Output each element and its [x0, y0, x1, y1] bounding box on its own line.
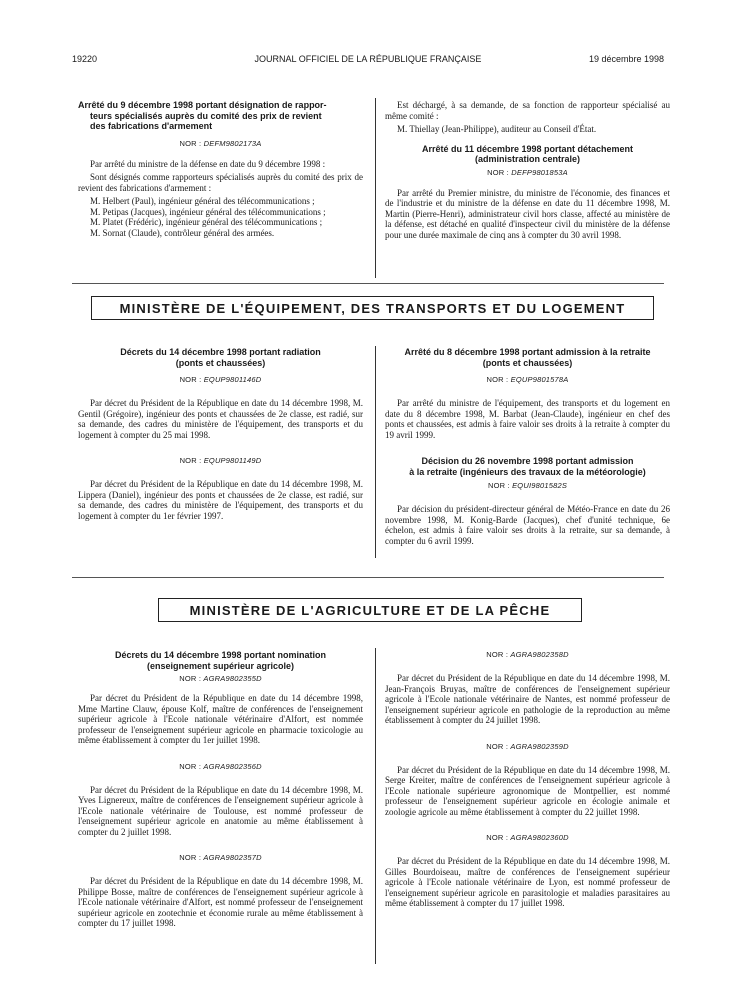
list-item: M. Helbert (Paul), ingénieur général des télécommunications ;: [90, 196, 315, 206]
nor-reference: [78, 762, 363, 771]
nor-code: AGRA9802360D: [510, 833, 569, 842]
paragraph: Sont désignés comme rapporteurs spécialisés auprès du comité des prix de revient des fabrications d'armement :: [78, 172, 363, 193]
column-divider: [375, 346, 376, 558]
ministry-banner: MINISTÈRE DE L'ÉQUIPEMENT, DES TRANSPORTS ET DU LOGEMENT: [91, 296, 654, 320]
nor-label: NOR :: [179, 674, 202, 683]
nor-code: AGRA9802358D: [510, 650, 569, 659]
paragraph: Par décret du Président de la République en date du 14 décembre 1998, M. Lippera (Daniel), ingénieur des ponts et chaussées de 2e classe, est radié, sur sa demande, des cadres du ministère de l'équipement, des transports et du logement à compter du 1er février 1997.: [78, 479, 363, 521]
nor-code: DEFP9801853A: [511, 167, 568, 177]
column-divider: [375, 648, 376, 964]
column-divider: [375, 98, 376, 278]
list-item: M. Sornat (Claude), contrôleur général des armées.: [90, 227, 275, 238]
nor-label: NOR :: [487, 167, 509, 177]
page-header: [72, 54, 664, 66]
nor-reference: [78, 456, 363, 465]
paragraph: Par décret du Président de la République en date du 14 décembre 1998, Mme Martine Clauw, épouse Kolf, maître de conférences de l'enseignement supérieur agricole à l'Ecole nationale vétérinaire d'Alfort, est nommée professeur de l'enseignement supérieur agricole en pharmacie toxicologie au même établissement à compter du 1er juillet 1998.: [78, 693, 363, 745]
nor-code: AGRA9802359D: [510, 741, 569, 751]
nor-code: AGRA9802356D: [203, 761, 262, 771]
nor-reference: [385, 742, 670, 751]
section2-right-column: [385, 347, 670, 546]
title-line: Décision du 26 novembre 1998 portant admission: [421, 456, 634, 466]
list-item: M. Petipas (Jacques), ingénieur général des télécommunications ;: [90, 206, 326, 217]
paragraph: Par arrêté du ministre de l'équipement, des transports et du logement en date du 8 décembre 1998, M. Barbat (Jean-Claude), ingénieur en chef des ponts et chaussées, est admis à faire valoir ses droits à la retraite à compter du 19 avril 1999.: [385, 398, 670, 440]
nor-label: NOR :: [486, 650, 509, 659]
title-line: des fabrications d'armement: [90, 121, 213, 131]
title-line: (ponts et chaussées): [175, 357, 266, 368]
nor-code: DEFM9802173A: [203, 138, 262, 148]
nor-code: EQUP9801578A: [510, 375, 569, 384]
nor-reference: [385, 833, 670, 842]
article-title: [385, 144, 670, 165]
nor-label: NOR :: [486, 741, 509, 751]
paragraph: Par décision du président-directeur général de Météo-France en date du 26 novembre 1998, M. Konig-Barde (Jacques), chef d'unité technique, 6e échelon, est admis à faire valoir ses droits à la retraite, sur sa demande, à compter du 6 avril 1999.: [385, 504, 670, 546]
list-item: M. Platet (Frédéric), ingénieur général des télécommunications ;: [90, 217, 323, 227]
nor-reference: [78, 674, 363, 683]
paragraph: Par décret du Président de la République en date du 14 décembre 1998, M. Serge Kreiter, maître de conférences de l'enseignement supérieur agricole à l'Ecole nationale supérieure agronomique de Montpellier, est nommé professeur de l'enseignement supérieur agricole en écologie animale et zoologie agricole au même établissement à compter du 22 juillet 1998.: [385, 764, 670, 817]
nor-code: EQUP9801149D: [203, 456, 262, 465]
nor-reference: [78, 139, 363, 148]
article-title: [78, 650, 363, 671]
section1-left-column: [78, 100, 363, 238]
section-rule: [72, 577, 664, 578]
nor-reference: [78, 375, 363, 384]
paragraph: Par arrêté du Premier ministre, du ministre de l'économie, des finances et de l'industrie et du ministre de la défense en date du 11 décembre 1998, M. Martin (Pierre-Henri), administrateur civil hors classe, affecté au ministère de la défense, est détaché en qualité d'inspecteur civil du ministère de la défense pour une durée maximale de cinq ans à compter du 30 avril 1998.: [385, 187, 670, 240]
section2-left-column: [78, 347, 363, 521]
title-line: Arrêté du 9 décembre 1998 portant désignation de rappor-: [78, 100, 327, 110]
nor-label: NOR :: [179, 456, 202, 465]
nor-reference: [78, 853, 363, 862]
nor-code: EQUI9801582S: [512, 481, 568, 490]
article-title: [385, 456, 670, 477]
nor-reference: [385, 375, 670, 384]
title-line: (enseignement supérieur agricole): [146, 660, 295, 671]
title-line: à la retraite (ingénieurs des travaux de la météorologie): [409, 466, 646, 477]
nor-label: NOR :: [486, 833, 509, 842]
title-line: Arrêté du 8 décembre 1998 portant admission à la retraite: [404, 347, 651, 357]
paragraph: Par arrêté du ministre de la défense en date du 9 décembre 1998 :: [90, 158, 326, 169]
nor-label: NOR :: [179, 853, 202, 862]
nor-label: NOR :: [486, 375, 509, 384]
title-line: (ponts et chaussées): [482, 357, 573, 368]
nor-label: NOR :: [179, 138, 202, 148]
title-line: Arrêté du 11 décembre 1998 portant détachement: [421, 143, 634, 154]
section3-right-column: [385, 650, 670, 909]
page-number: 19220: [72, 54, 98, 64]
title-line: (administration centrale): [474, 154, 581, 164]
issue-date: 19 décembre 1998: [588, 54, 664, 64]
paragraph: Par décret du Président de la République en date du 14 décembre 1998, M. Gentil (Grégoire), ingénieur des ponts et chaussées de 2e classe, est radié, sur sa demande, des cadres du ministère de l'équipement, des transports et du logement à compter du 25 mai 1998.: [78, 398, 363, 440]
journal-title: JOURNAL OFFICIEL DE LA RÉPUBLIQUE FRANÇAISE: [254, 54, 482, 64]
nor-reference: [385, 481, 670, 490]
title-line: teurs spécialisés auprès du comité des prix de revient: [90, 110, 322, 121]
title-line: Décrets du 14 décembre 1998 portant nomination: [114, 650, 327, 660]
nor-label: NOR :: [179, 761, 202, 771]
paragraph: Par décret du Président de la République en date du 14 décembre 1998, M. Jean-François Bruyas, maître de conférences de l'enseignement supérieur agricole à l'Ecole nationale vétérinaire de Nantes, est nommé professeur de l'enseignement supérieur agricole en pathologie de la reproduction au même établissement à compter du 24 juillet 1998.: [385, 673, 670, 725]
paragraph: Par décret du Président de la République en date du 14 décembre 1998, M. Gilles Bourdoiseau, maître de conférences de l'enseignement supérieur agricole à l'Ecole nationale vétérinaire de Lyon, est nommé professeur de l'enseignement supérieur agricole en parasitologie et maladies parasitaires au même établissement à compter du 17 juillet 1998.: [385, 856, 670, 908]
article-title: [78, 100, 363, 132]
article-title: [385, 347, 670, 368]
nor-code: AGRA9802357D: [203, 853, 262, 862]
nor-code: AGRA9802355D: [203, 674, 262, 683]
nor-code: EQUP9801146D: [203, 375, 262, 384]
section3-left-column: [78, 650, 363, 929]
section-rule: [72, 283, 664, 284]
nor-label: NOR :: [487, 481, 510, 490]
nor-label: NOR :: [179, 375, 202, 384]
section1-right-column: [385, 100, 670, 240]
nor-reference: [385, 168, 670, 177]
paragraph: Par décret du Président de la République en date du 14 décembre 1998, M. Yves Lignereux, maître de conférences de l'enseignement supérieur agricole à l'Ecole nationale vétérinaire de Toulouse, est nommé professeur de l'enseignement supérieur agricole en anatomie au même établissement à compter du 2 juillet 1998.: [78, 784, 363, 837]
title-line: Décrets du 14 décembre 1998 portant radiation: [120, 347, 321, 357]
article-title: [78, 347, 363, 368]
paragraph: Est déchargé, à sa demande, de sa fonction de rapporteur spécialisé au même comité :: [385, 100, 670, 121]
paragraph: Par décret du Président de la République en date du 14 décembre 1998, M. Philippe Bosse, maître de conférences de l'enseignement supérieur agricole à l'Ecole nationale vétérinaire d'Alfort, est nommé professeur de l'enseignement supérieur agricole en zootechnie et économie rurale au même établissement à compter du 17 juillet 1998.: [78, 876, 363, 928]
ministry-banner: MINISTÈRE DE L'AGRICULTURE ET DE LA PÊCHE: [158, 598, 582, 622]
paragraph: M. Thiellay (Jean-Philippe), auditeur au Conseil d'État.: [397, 124, 597, 134]
nor-reference: [385, 650, 670, 659]
